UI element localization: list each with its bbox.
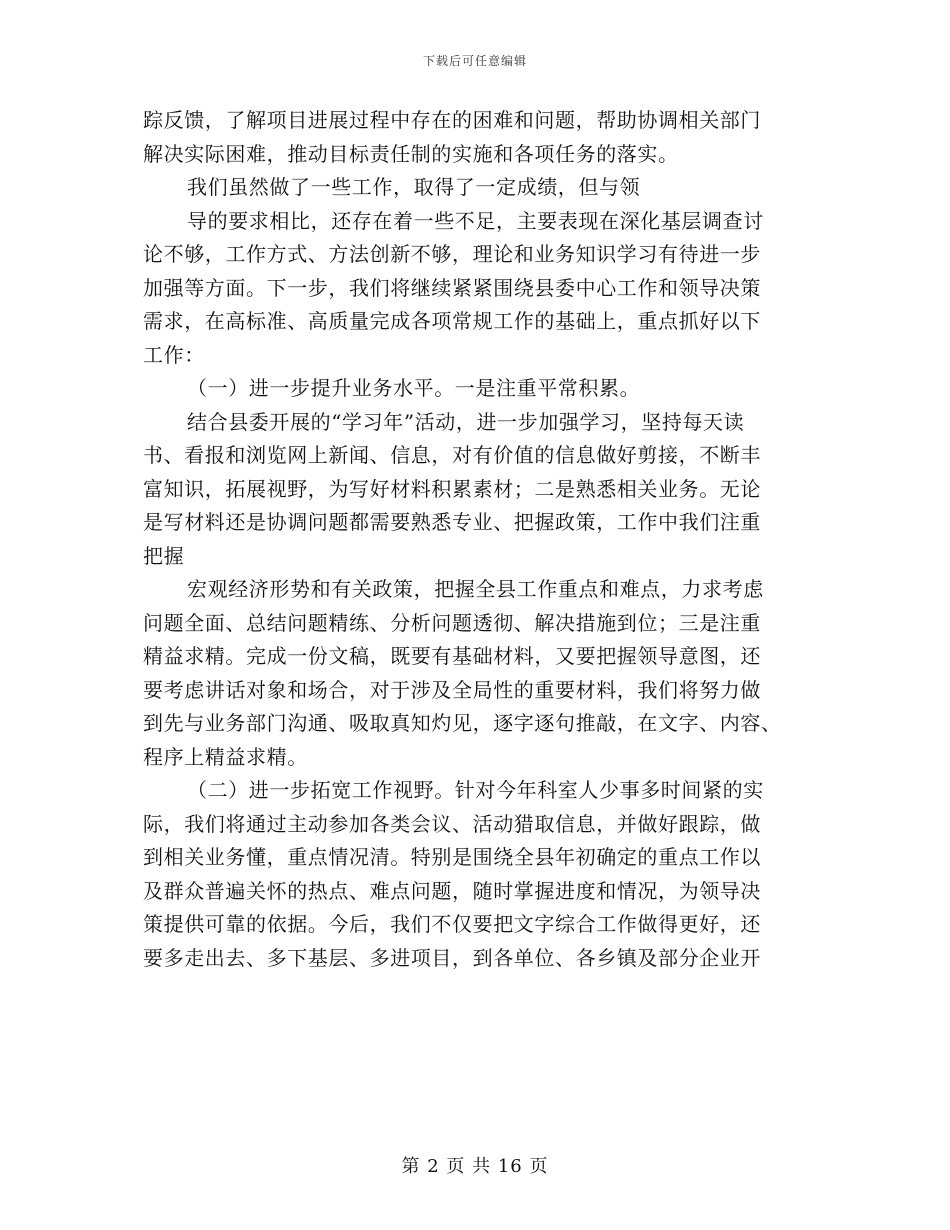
page-footer [0,1152,950,1178]
text-line: 宏观经济形势和有关政策，把握全县工作重点和难点，力求考虑 [187,577,764,601]
text-line: 际，我们将通过主动参加各类会议、活动猎取信息，并做好跟踪，做 [143,811,761,836]
page-header [0,52,950,69]
text-line: 是写材料还是协调问题都需要熟悉专业、把握政策，工作中我们注重 [143,510,761,534]
text-line: 精益求精。完成一份文稿，既要有基础材料，又要把握领导意图，还 [143,644,761,668]
text-line: 策提供可靠的依据。今后，我们不仅要把文字综合工作做得更好，还 [143,912,761,936]
text-line: 富知识，拓展视野，为写好材料积累素材；二是熟悉相关业务。无论 [143,476,761,501]
page-number: 第 2 页 共 16 页 [401,1156,549,1177]
text-line: 问题全面、总结问题精练、分析问题透彻、解决措施到位；三是注重 [143,610,761,635]
header-text: 下载后可任意编辑 [422,54,527,68]
text-line: 书、看报和浏览网上新闻、信息，对有价值的信息做好剪接，不断丰 [143,443,761,467]
text-line: （二）进一步拓宽工作视野。针对今年科室人少事多时间紧的实 [187,778,764,802]
text-line: 程序上精益求精。 [143,744,308,769]
text-line: 要考虑讲话对象和场合，对于涉及全局性的重要材料，我们将努力做 [143,677,761,702]
document-body [143,104,811,975]
text-line: 加强等方面。下一步，我们将继续紧紧围绕县委中心工作和领导决策 [143,275,761,300]
text-line: 踪反馈，了解项目进展过程中存在的困难和问题，帮助协调相关部门 [143,108,761,132]
text-line: 把握 [143,543,185,568]
text-line: 要多走出去、多下基层、多进项目，到各单位、各乡镇及部分企业开 [143,945,761,970]
text-line: 到相关业务懂，重点情况清。特别是围绕全县年初确定的重点工作以 [143,845,761,869]
text-line: （一）进一步提升业务水平。一是注重平常积累。 [187,376,641,400]
text-line: 需求，在高标准、高质量完成各项常规工作的基础上，重点抓好以下 [143,309,761,333]
text-line: 工作： [143,342,205,367]
text-line: 解决实际困难，推动目标责任制的实施和各项任务的落实。 [143,141,679,166]
text-line: 及群众普遍关怀的热点、难点问题，随时掌握进度和情况，为领导决 [143,878,761,903]
text-line: 论不够，工作方式、方法创新不够，理论和业务知识学习有待进一步 [143,242,761,266]
text-line: 我们虽然做了一些工作，取得了一定成绩，但与领 [187,175,641,199]
text-line: 结合县委开展的“学习年”活动，进一步加强学习，坚持每天读 [187,409,745,434]
text-line: 导的要求相比，还存在着一些不足，主要表现在深化基层调查讨 [187,208,764,233]
text-line: 到先与业务部门沟通、吸取真知灼见，逐字逐句推敲，在文字、内容、 [143,711,782,735]
